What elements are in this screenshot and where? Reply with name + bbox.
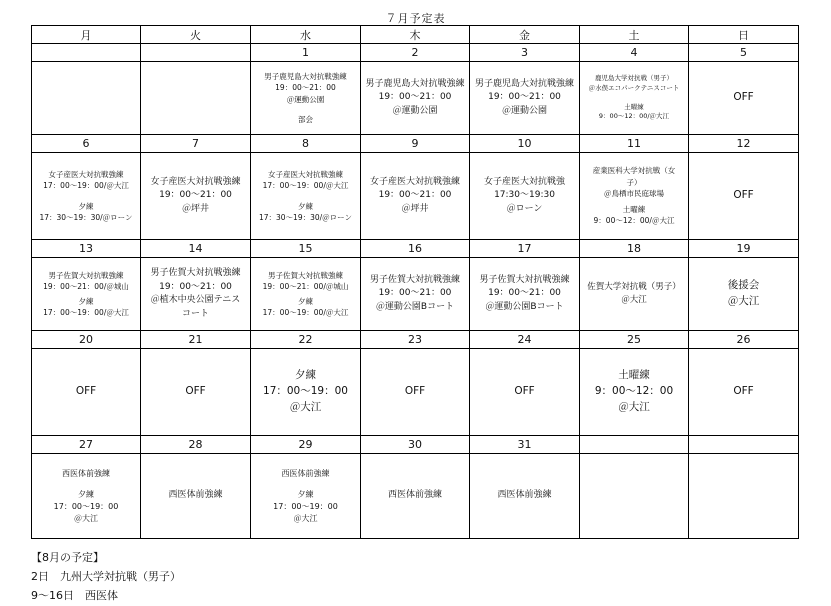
event-line: 部会 — [298, 114, 313, 124]
event-cell-empty — [32, 62, 141, 135]
event-cell — [141, 258, 251, 331]
event-cell — [251, 62, 361, 135]
event-line: 17：00～19：00 — [273, 501, 338, 511]
date-cell — [689, 436, 799, 454]
event-cell-empty — [580, 454, 689, 539]
event-line: 19：00～21：00 — [488, 92, 561, 103]
event-line: ＠運動公園 — [392, 105, 438, 116]
event-line: 夕練 — [78, 489, 94, 499]
event-line: ＠植木中央公園テニス — [150, 295, 241, 305]
event-line: 佐賀大学対抗戦（男子） — [587, 282, 681, 293]
date-cell: 10 — [470, 135, 580, 153]
event-cell — [251, 258, 361, 331]
date-cell: 31 — [470, 436, 580, 454]
date-cell: 18 — [580, 240, 689, 258]
event-cell-off: OFF — [32, 349, 141, 436]
weekday-header-wed: 水 — [251, 26, 361, 44]
event-line: 17：00～19：00/＠大江 — [262, 181, 349, 191]
event-line: コート — [181, 308, 209, 319]
event-line: ＠鳥栖市民庭球場 — [604, 188, 664, 198]
event-cell: 西医体前強練 — [470, 454, 580, 539]
event-cell — [580, 153, 689, 240]
event-line: ＠運動公園Bコート — [375, 301, 455, 312]
date-cell: 9 — [361, 135, 470, 153]
date-cell: 17 — [470, 240, 580, 258]
event-row-week2 — [32, 153, 799, 240]
date-cell: 20 — [32, 331, 141, 349]
event-cell — [361, 153, 470, 240]
event-cell-off: OFF — [470, 349, 580, 436]
weekday-header-mon: 月 — [32, 26, 141, 44]
weekday-header-thu: 木 — [361, 26, 470, 44]
event-cell — [251, 454, 361, 539]
event-line: 17：30～19：30/＠ローン — [39, 212, 133, 222]
date-cell: 27 — [32, 436, 141, 454]
date-cell: 8 — [251, 135, 361, 153]
event-cell-off: OFF — [689, 349, 799, 436]
event-line: 男子佐賀大対抗戦強練 — [48, 270, 124, 280]
event-cell-off: OFF — [141, 349, 251, 436]
event-cell-empty — [141, 62, 251, 135]
event-line: ＠運動公園 — [501, 105, 547, 116]
event-line: 17：00～19：00 — [263, 385, 348, 398]
event-line: 夕練 — [298, 297, 313, 306]
event-line: 17：00～19：00 — [53, 501, 119, 511]
event-line: ＠大江 — [289, 400, 322, 413]
event-line: 17：30～19：30/＠ローン — [258, 212, 353, 222]
event-line: 夕練 — [295, 369, 316, 382]
event-cell — [580, 258, 689, 331]
date-cell: 29 — [251, 436, 361, 454]
event-cell — [361, 62, 470, 135]
date-cell: 21 — [141, 331, 251, 349]
event-cell — [141, 153, 251, 240]
event-line: 19：00～21：00 — [378, 190, 452, 201]
date-row-week5 — [32, 436, 799, 454]
date-cell: 12 — [689, 135, 799, 153]
notes-heading: 【8月の予定】 — [31, 551, 104, 564]
event-line: 9：00～12：00 — [594, 385, 674, 398]
event-cell — [689, 258, 799, 331]
event-line: ＠大江 — [618, 400, 650, 413]
date-cell: 30 — [361, 436, 470, 454]
date-cell: 5 — [689, 44, 799, 62]
date-cell: 14 — [141, 240, 251, 258]
event-cell-empty — [689, 454, 799, 539]
date-row-week2 — [32, 135, 799, 153]
event-line: 17：00～19：00/＠大江 — [43, 308, 129, 318]
notes-item: 2日 九州大学対抗戦（男子） — [31, 570, 181, 583]
event-row-week3 — [32, 258, 799, 331]
event-line: 19：00～21：00/＠城山 — [43, 281, 129, 291]
weekday-header-fri: 金 — [470, 26, 580, 44]
event-row-week4 — [32, 349, 799, 436]
weekday-header-sat: 土 — [580, 26, 689, 44]
event-line: 女子産医大対抗戦強練 — [369, 176, 460, 187]
event-line: 男子佐賀大対抗戦強練 — [150, 268, 241, 278]
event-cell-off: OFF — [361, 349, 470, 436]
event-line: 17:30～19:30 — [494, 190, 555, 201]
event-line: 19：00～21：00 — [159, 281, 232, 292]
event-line: 19：00～21：00 — [159, 190, 232, 201]
event-cell — [470, 153, 580, 240]
weekday-header-row — [32, 26, 799, 44]
event-cell-off: OFF — [689, 62, 799, 135]
event-line: 女子産医大対抗戦強練 — [48, 170, 124, 179]
event-line: 子） — [626, 177, 642, 187]
date-row-week1 — [32, 44, 799, 62]
event-cell: 西医体前強練 — [361, 454, 470, 539]
date-cell: 4 — [580, 44, 689, 62]
event-line: 女子産医大対抗戦強練 — [150, 176, 241, 187]
event-line: 後援会 — [727, 279, 760, 292]
event-cell — [361, 258, 470, 331]
event-row-week1 — [32, 62, 799, 135]
weekday-header-sun: 日 — [689, 26, 799, 44]
event-line: 9：00～12：00/＠大江 — [593, 216, 675, 226]
event-line: 男子佐賀大対抗戦強練 — [369, 274, 460, 285]
event-line: ＠水俣エコパークテニスコート — [588, 83, 680, 92]
event-cell: 西医体前強練 — [141, 454, 251, 539]
date-cell: 13 — [32, 240, 141, 258]
event-line: 西医体前強練 — [62, 468, 110, 478]
notes-item: 9～16日 西医体 — [31, 589, 118, 602]
date-cell: 25 — [580, 331, 689, 349]
event-line: ＠運動公園 — [286, 94, 325, 104]
event-line: 19：00～21：00 — [488, 288, 561, 299]
event-line: 産業医科大学対抗戦（女 — [592, 166, 676, 176]
event-cell — [32, 454, 141, 539]
date-cell: 3 — [470, 44, 580, 62]
event-line: 男子佐賀大対抗戦強練 — [479, 274, 570, 285]
event-line: 男子鹿児島大対抗戦強練 — [474, 78, 574, 89]
weekday-header-tue: 火 — [141, 26, 251, 44]
date-cell: 2 — [361, 44, 470, 62]
event-line: 女子産医大対抗戦強練 — [268, 170, 343, 179]
event-cell — [32, 153, 141, 240]
event-line: ＠ローン — [506, 203, 543, 214]
date-cell — [32, 44, 141, 62]
event-line: 男子鹿児島大対抗戦強練 — [264, 72, 347, 81]
date-cell: 7 — [141, 135, 251, 153]
event-line: 男子鹿児島大対抗戦強練 — [365, 78, 465, 89]
date-cell: 22 — [251, 331, 361, 349]
date-cell: 11 — [580, 135, 689, 153]
date-cell: 6 — [32, 135, 141, 153]
event-cell — [251, 153, 361, 240]
date-cell: 1 — [251, 44, 361, 62]
event-line: 鹿児島大学対抗戦（男子） — [595, 74, 673, 82]
date-cell: 15 — [251, 240, 361, 258]
event-line: 西医体前強練 — [281, 468, 330, 478]
event-line: 19：00～21：00 — [378, 288, 452, 299]
schedule-table — [31, 25, 799, 539]
date-cell: 24 — [470, 331, 580, 349]
date-cell: 23 — [361, 331, 470, 349]
date-cell — [580, 436, 689, 454]
page-title: ７月予定表 — [385, 12, 446, 25]
event-line: ＠大江 — [621, 295, 647, 305]
event-line: 夕練 — [78, 297, 94, 306]
event-line: 夕練 — [78, 201, 94, 211]
event-line: 17：00～19：00/＠大江 — [43, 181, 129, 191]
event-row-week5 — [32, 454, 799, 539]
event-line: 19：00～21：00/＠城山 — [262, 281, 349, 291]
event-cell — [580, 349, 689, 436]
event-line: ＠坪井 — [181, 203, 209, 214]
event-cell — [580, 62, 689, 135]
event-line: ＠大江 — [727, 295, 760, 307]
event-line: ＠坪井 — [401, 203, 429, 214]
event-line: 土曜練 — [618, 369, 650, 382]
event-line: 19：00～21：00 — [378, 92, 452, 103]
date-cell: 28 — [141, 436, 251, 454]
date-row-week3 — [32, 240, 799, 258]
event-line: ＠大江 — [293, 513, 318, 523]
date-row-week4 — [32, 331, 799, 349]
date-cell: 19 — [689, 240, 799, 258]
event-line: 土曜練 — [624, 102, 644, 111]
event-line: 夕練 — [298, 201, 313, 211]
event-line: 土曜練 — [622, 205, 646, 215]
event-line: 女子産医大対抗戦強 — [483, 176, 565, 187]
event-line: 夕練 — [297, 489, 314, 499]
august-notes — [31, 548, 181, 605]
event-line: 17：00～19：00/＠大江 — [262, 308, 349, 318]
event-cell-off: OFF — [689, 153, 799, 240]
event-cell — [32, 258, 141, 331]
event-line: 男子佐賀大対抗戦強練 — [268, 270, 343, 280]
date-cell — [141, 44, 251, 62]
event-line: ＠大江 — [74, 513, 98, 523]
event-line: 9：00～12：00/＠大江 — [598, 112, 670, 121]
event-cell — [470, 62, 580, 135]
event-line: 19：00～21：00 — [275, 83, 336, 93]
event-cell — [251, 349, 361, 436]
event-cell — [470, 258, 580, 331]
date-cell: 26 — [689, 331, 799, 349]
event-line: ＠運動公園Bコート — [485, 301, 564, 312]
date-cell: 16 — [361, 240, 470, 258]
